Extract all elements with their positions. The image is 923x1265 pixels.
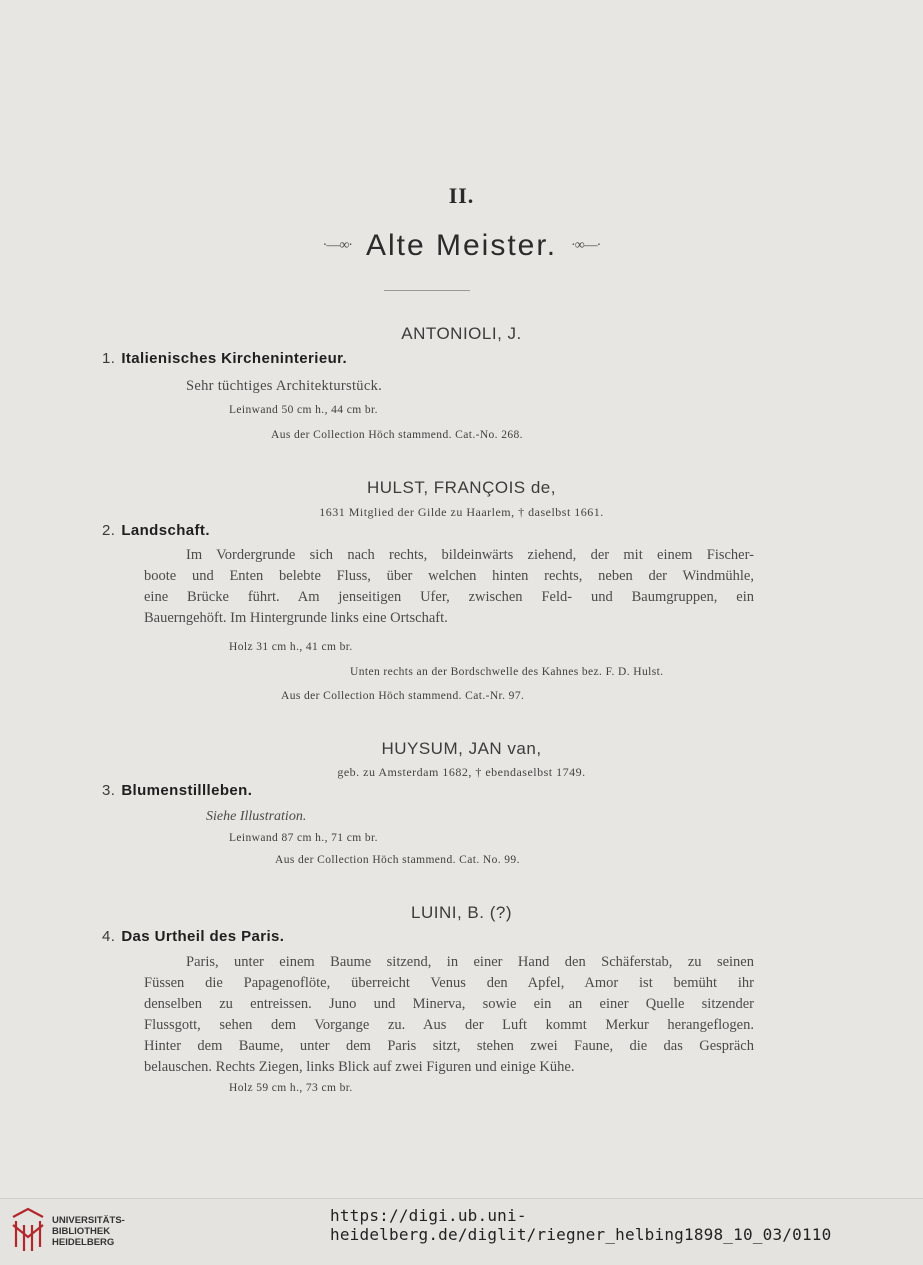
library-name[interactable] (52, 1215, 125, 1248)
divider (384, 290, 470, 291)
entry-medium: Holz 31 cm h., 41 cm br. (229, 641, 353, 653)
description-line: Flussgott, sehen dem Vorgange zu. Aus der Luft kommt Merkur herangeflogen. (144, 1017, 754, 1033)
artist-life: geb. zu Amsterdam 1682, † ebendaselbst 1749. (337, 765, 586, 779)
entry-title-text: Das Urtheil des Paris. (121, 928, 285, 945)
entry-title-text: Italienisches Kircheninterieur. (121, 350, 348, 367)
description-line: Füssen die Papagenoflöte, überreicht Venus den Apfel, Amor ist bemüht ihr (144, 975, 754, 991)
entry-medium: Leinwand 87 cm h., 71 cm br. (229, 832, 378, 844)
entry-number: 4. (102, 928, 116, 945)
description-line: boote und Enten belebte Fluss, über welchen hinten rechts, neben der Windmühle, (144, 568, 754, 584)
section-heading (0, 226, 923, 266)
library-name-line: HEIDELBERG (52, 1237, 115, 1248)
description-line: Bauerngehöft. Im Hintergrunde links eine Ortschaft. (144, 610, 448, 626)
entry-title (102, 928, 284, 945)
entry-number: 3. (102, 782, 116, 799)
entry-title-text: Blumenstillleben. (121, 782, 253, 799)
description-line: Paris, unter einem Baume sitzend, in einer Hand den Schäferstab, zu seinen (186, 954, 754, 970)
entry-title (102, 350, 347, 367)
section-title: Alte Meister. (365, 229, 558, 262)
entry-provenance: Aus der Collection Höch stammend. Cat.-Nr. 97. (281, 690, 525, 702)
entry-provenance: Aus der Collection Höch stammend. Cat.-No. 268. (271, 429, 523, 441)
artist-name: LUINI, B. (?) (411, 903, 512, 922)
entry-description (144, 545, 754, 629)
entry-provenance: Aus der Collection Höch stammend. Cat. No. 99. (275, 854, 520, 866)
library-logo-icon[interactable] (10, 1207, 46, 1253)
ornament-right-icon: ·∞—· (571, 238, 601, 253)
entry-description (144, 952, 754, 1078)
entry-signature: Unten rechts an der Bordschwelle des Kahnes bez. F. D. Hulst. (350, 666, 664, 678)
permalink-url[interactable]: https://digi.ub.uni-heidelberg.de/diglit/riegner_helbing1898_10_03/0110 (330, 1206, 832, 1244)
entry-description: Sehr tüchtiges Architekturstück. (186, 378, 383, 394)
library-name-line: UNIVERSITÄTS- (52, 1215, 125, 1226)
entry-medium: Holz 59 cm h., 73 cm br. (229, 1082, 353, 1094)
artist-life: 1631 Mitglied der Gilde zu Haarlem, † daselbst 1661. (319, 505, 604, 519)
entry-number: 1. (102, 350, 116, 367)
section-numeral: II. (448, 183, 475, 208)
description-line: eine Brücke führt. Am jenseitigen Ufer, zwischen Feld- und Baumgruppen, ein (144, 589, 754, 605)
description-line: denselben zu entreissen. Juno und Minerva, sowie ein an einer Quelle sitzender (144, 996, 754, 1012)
library-name-line: BIBLIOTHEK (52, 1226, 111, 1237)
entry-title (102, 522, 210, 539)
artist-name: HULST, FRANÇOIS de, (367, 478, 556, 497)
entry-number: 2. (102, 522, 116, 539)
description-line: Im Vordergrunde sich nach rechts, bildeinwärts ziehend, der mit einem Fischer- (186, 547, 754, 563)
entry-title-text: Landschaft. (121, 522, 210, 539)
artist-name: ANTONIOLI, J. (401, 324, 522, 343)
ornament-left-icon: ·—∞· (322, 238, 352, 253)
description-line: Hinter dem Baume, unter dem Paris sitzt, stehen zwei Faune, die das Gespräch (144, 1038, 754, 1054)
artist-name: HUYSUM, JAN van, (381, 739, 542, 758)
entry-medium: Leinwand 50 cm h., 44 cm br. (229, 404, 378, 416)
description-line: belauschen. Rechts Ziegen, links Blick auf zwei Figuren und einige Kühe. (144, 1059, 575, 1075)
entry-note: Siehe Illustration. (206, 809, 307, 824)
entry-title (102, 782, 252, 799)
